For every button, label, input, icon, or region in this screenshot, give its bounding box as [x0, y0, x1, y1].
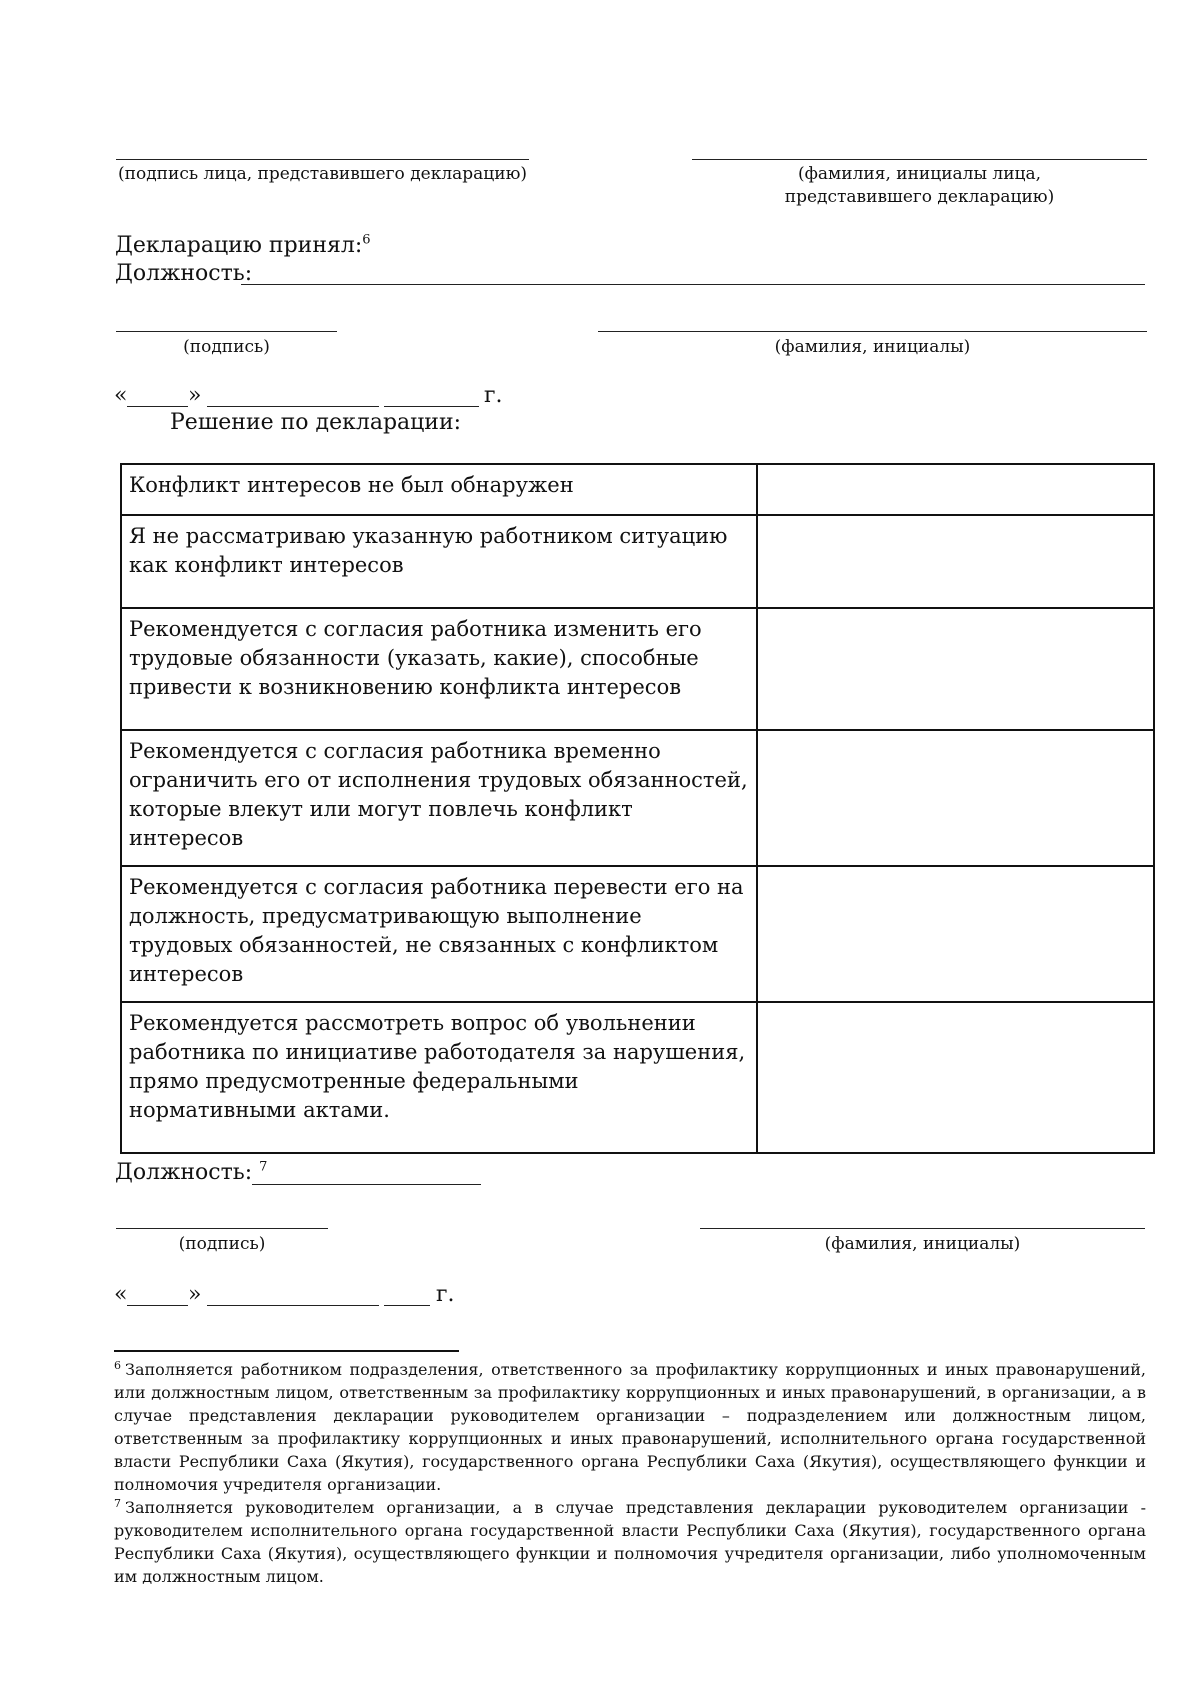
- declarant-signature-caption: (подпись лица, представившего декларацию): [118, 164, 527, 184]
- final-date-close-quote: »: [188, 1282, 202, 1307]
- table-row: [121, 730, 1154, 866]
- final-date-month-line[interactable]: [207, 1305, 379, 1306]
- decision-option-mark-cell[interactable]: [757, 730, 1154, 866]
- decision-option-mark-cell[interactable]: [757, 1002, 1154, 1153]
- footnote-text: Заполняется работником подразделения, ответственного за профилактику коррупционных и иных правонарушений, или должностным лицом, ответственным за профилактику коррупционных и иных правонарушений, в организации, а в случае представления декларации руководителем организации – подразделением или должностным лицом, ответственным за профилактику коррупционных и иных правонарушений, исполнительного органа государственной власти Республики Саха (Якутия), государственного органа Республики Саха (Якутия), осуществляющего функции и полномочия учредителя организации.: [114, 1360, 1146, 1494]
- declarant-name-caption-1: (фамилия, инициалы лица,: [797, 164, 1041, 184]
- decision-option-mark-cell[interactable]: [757, 866, 1154, 1002]
- decision-option-mark-cell[interactable]: [757, 608, 1154, 730]
- footnote-6: [114, 1358, 1146, 1496]
- accepted-position-label: Должность:: [115, 261, 253, 286]
- footnote-number: 6: [114, 1358, 121, 1372]
- table-row: [121, 515, 1154, 608]
- decision-option-mark-cell[interactable]: [757, 515, 1154, 608]
- final-position-line[interactable]: [252, 1184, 481, 1185]
- footnote-separator: [114, 1350, 459, 1352]
- decision-heading: Решение по декларации:: [170, 410, 462, 435]
- table-row: [121, 464, 1154, 515]
- accepted-date-open-quote: «: [114, 383, 128, 408]
- accepted-date-day-line[interactable]: [127, 406, 188, 407]
- decision-option-text: Рекомендуется с согласия работника изменить его трудовые обязанности (указать, какие), способные привести к возникновению конфликта интересов: [121, 608, 757, 730]
- declarant-signature-line[interactable]: [116, 159, 529, 160]
- footnote-ref-7[interactable]: 7: [259, 1159, 268, 1175]
- table-row: [121, 866, 1154, 1002]
- accepted-date-close-quote: »: [188, 383, 202, 408]
- accepted-name-line[interactable]: [598, 331, 1147, 332]
- accepted-label: Декларацию принял:$^6$: [115, 232, 371, 258]
- final-position-label: Должность: $^7$: [115, 1159, 268, 1185]
- final-date-year-line[interactable]: [384, 1305, 430, 1306]
- accepted-date-year-suffix: г.: [484, 383, 503, 408]
- final-signature-line[interactable]: [116, 1228, 328, 1229]
- table-row: [121, 608, 1154, 730]
- accepted-signature-caption: (подпись): [183, 337, 270, 357]
- accepted-name-caption: (фамилия, инициалы): [774, 337, 971, 357]
- declarant-name-caption-2: представившего декларацию): [784, 187, 1055, 207]
- decision-table: [120, 463, 1155, 1154]
- declarant-name-line[interactable]: [692, 159, 1147, 160]
- final-name-line[interactable]: [700, 1228, 1145, 1229]
- decision-option-text: Рекомендуется с согласия работника перевести его на должность, предусматривающую выполнение трудовых обязанностей, не связанных с конфликтом интересов: [121, 866, 757, 1002]
- decision-option-mark-cell[interactable]: [757, 464, 1154, 515]
- final-date-open-quote: «: [114, 1282, 128, 1307]
- accepted-date-month-line[interactable]: [207, 406, 379, 407]
- final-signature-caption: (подпись): [178, 1234, 266, 1254]
- accepted-position-line[interactable]: [241, 284, 1145, 285]
- accepted-date-year-line[interactable]: [384, 406, 479, 407]
- footnote-ref-6[interactable]: 6: [362, 232, 371, 248]
- decision-option-text: Рекомендуется рассмотреть вопрос об увольнении работника по инициативе работодателя за нарушения, прямо предусмотренные федеральными нормативными актами.: [121, 1002, 757, 1153]
- footnote-7: [114, 1496, 1146, 1588]
- decision-option-text: Рекомендуется с согласия работника временно ограничить его от исполнения трудовых обязанностей, которые влекут или могут повлечь конфликт интересов: [121, 730, 757, 866]
- final-date-year-suffix: г.: [436, 1282, 455, 1307]
- final-date-day-line[interactable]: [127, 1305, 188, 1306]
- footnote-number: 7: [114, 1496, 121, 1510]
- final-name-caption: (фамилия, инициалы): [824, 1234, 1021, 1254]
- footnote-text: Заполняется руководителем организации, а в случае представления декларации руководителем организации - руководителем исполнительного органа государственной власти Республики Саха (Якутия), государственного органа Республики Саха (Якутия), осуществляющего функции и полномочия учредителя организации, либо уполномоченным им должностным лицом.: [114, 1498, 1146, 1586]
- decision-option-text: Конфликт интересов не был обнаружен: [121, 464, 757, 515]
- table-row: [121, 1002, 1154, 1153]
- accepted-signature-line[interactable]: [116, 331, 337, 332]
- decision-option-text: Я не рассматриваю указанную работником ситуацию как конфликт интересов: [121, 515, 757, 608]
